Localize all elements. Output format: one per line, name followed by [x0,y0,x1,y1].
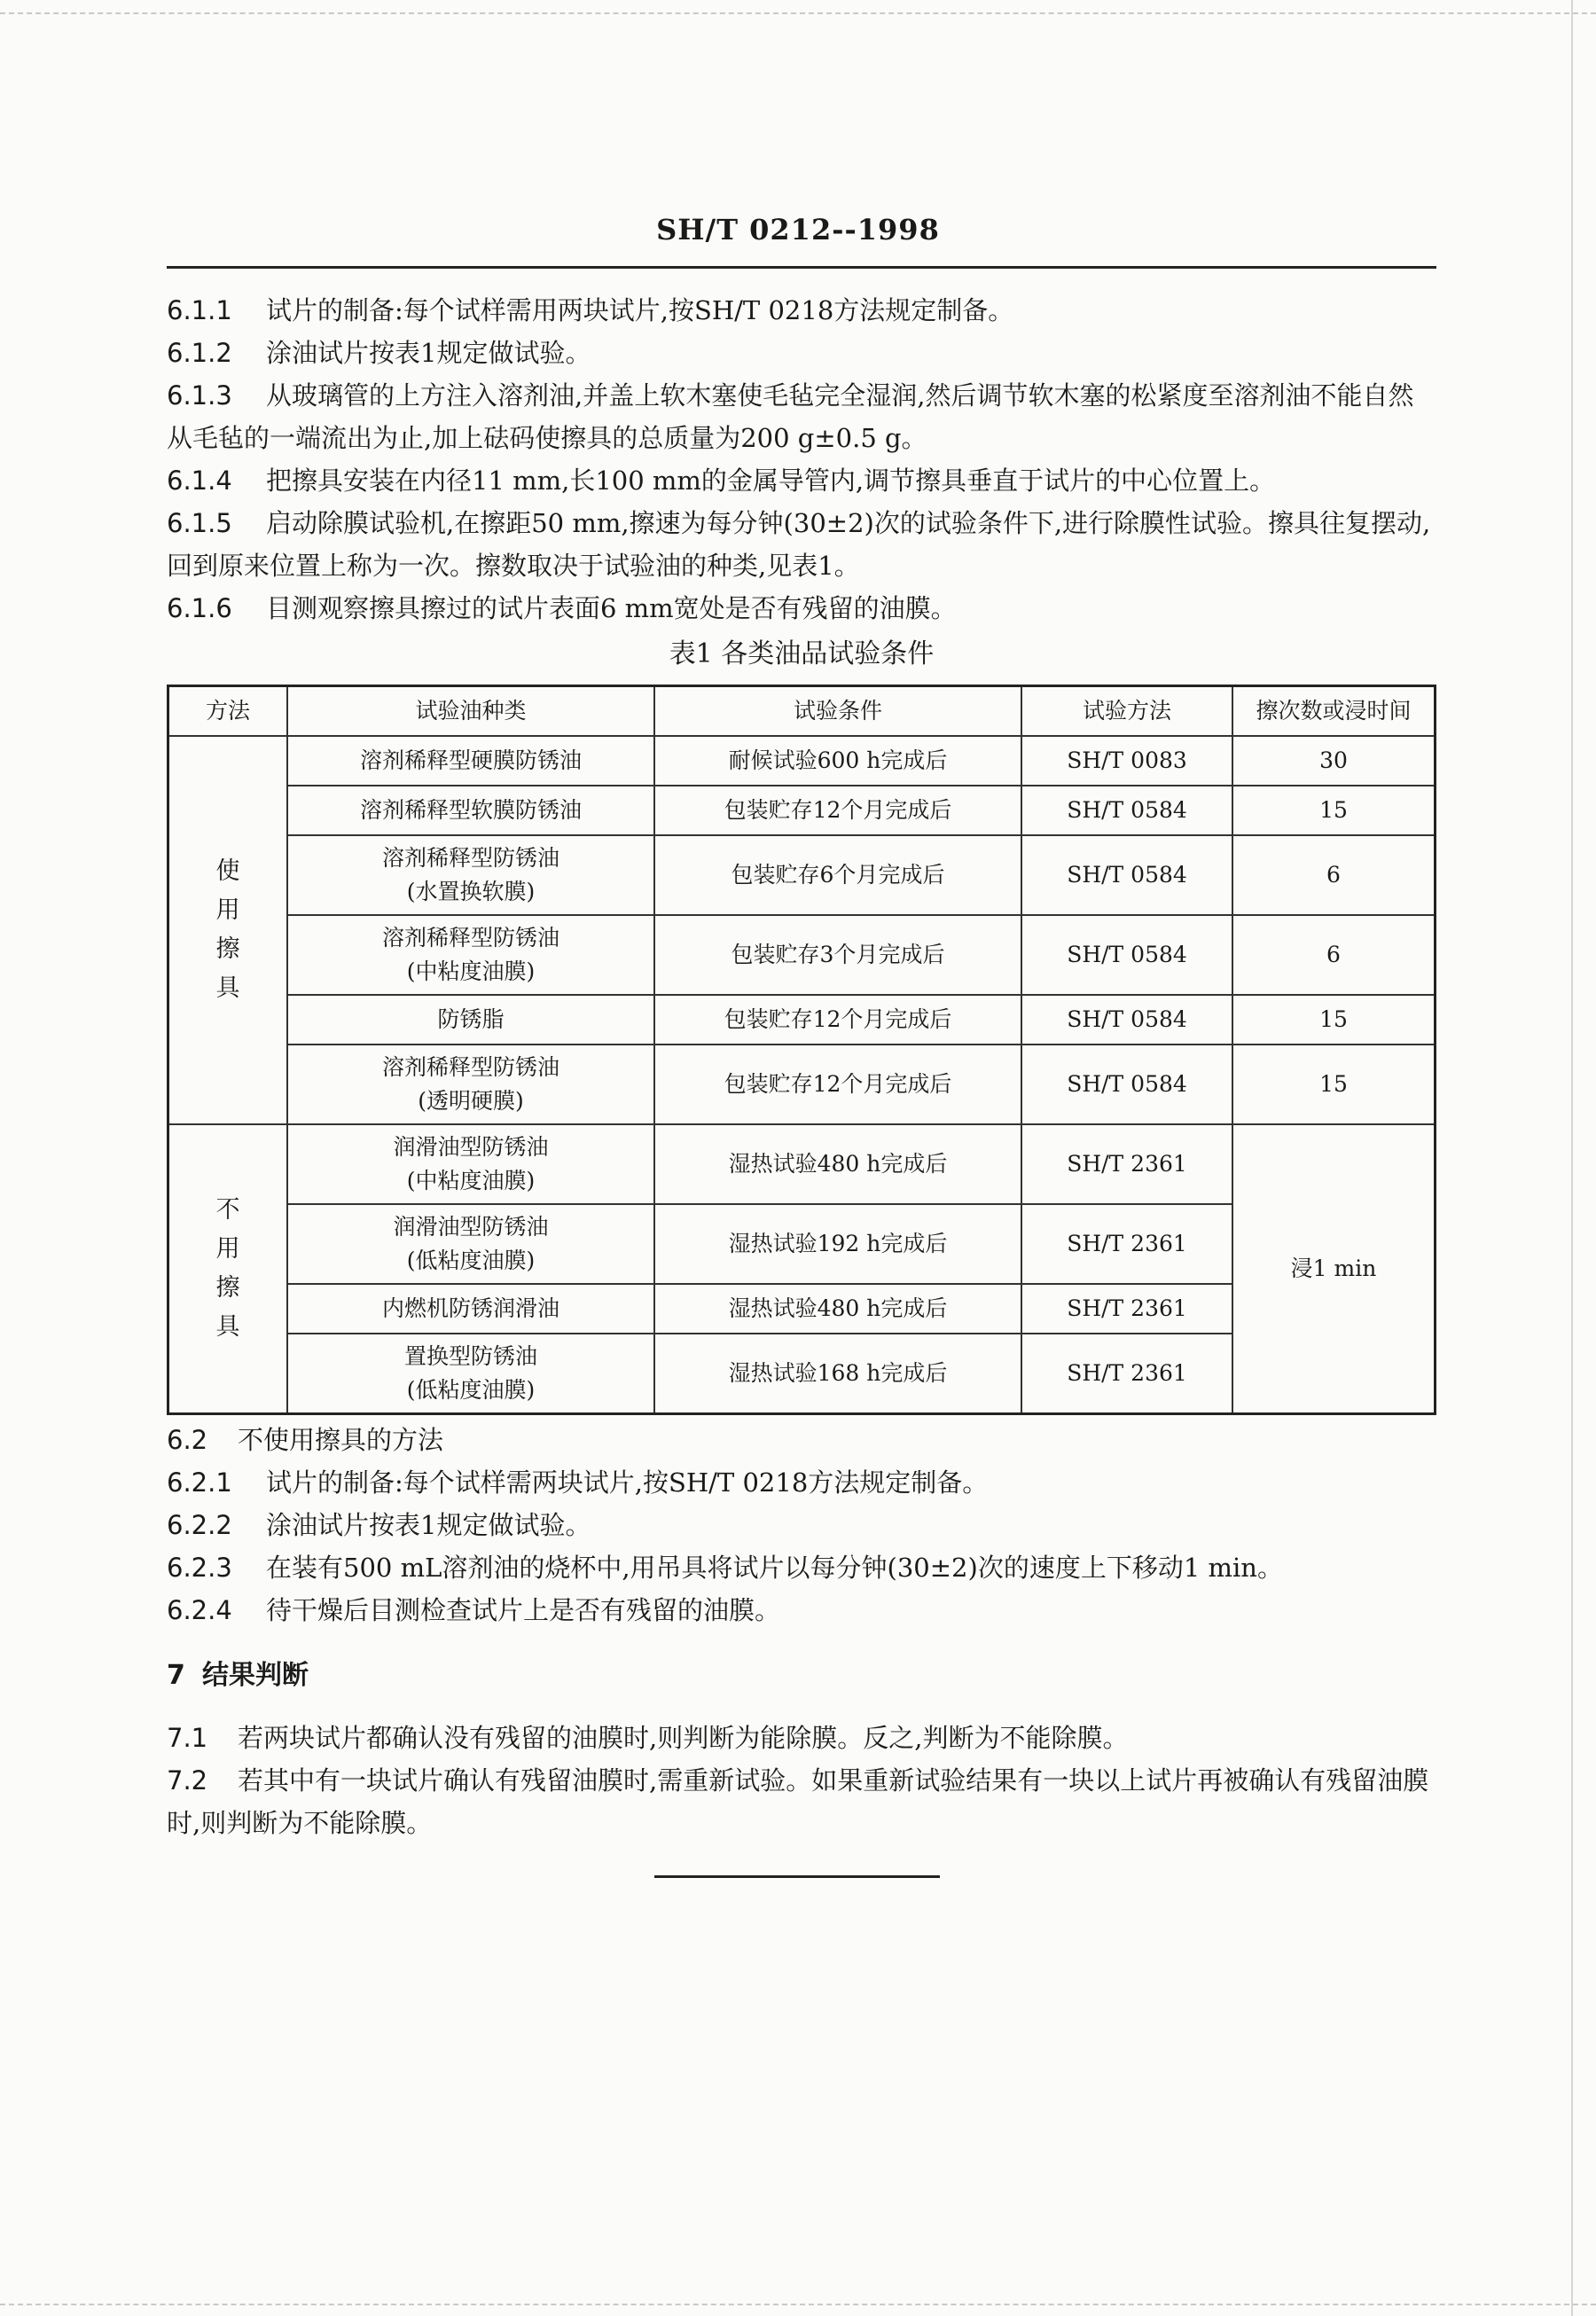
table-row [168,1124,1436,1204]
method-char: 不 [215,1196,240,1224]
scan-border-bottom [0,2304,1596,2305]
clause-text: 涂油试片按表1规定做试验。 [266,338,591,368]
header-rule [167,266,1436,269]
clause-text: 把擦具安装在内径11 mm,长100 mm的金属导管内,调节擦具垂直于试片的中心位置上。 [266,466,1276,496]
oil-type-cell [287,835,654,915]
end-rule [654,1875,940,1878]
condition-cell: 包装贮存6个月完成后 [654,835,1021,915]
clause-number: 6.2.3 [167,1553,232,1583]
oil-type-cell [287,736,654,786]
oil-type: 溶剂稀释型防锈油 [381,845,559,871]
clause-text: 试片的制备:每个试样需用两块试片,按SH/T 0218方法规定制备。 [266,295,1014,325]
clause-number: 6.2.2 [167,1510,232,1540]
clause-text: 若其中有一块试片确认有残留油膜时,需重新试验。如果重新试验结果有一块以上试片再被确认有残留油膜时,则判断为不能除膜。 [167,1765,1429,1838]
clause-7-2 [167,1759,1436,1844]
oil-type-cell [287,1124,654,1204]
clause-text: 若两块试片都确认没有残留的油膜时,则判断为能除膜。反之,判断为不能除膜。 [238,1723,1129,1753]
clause-number: 6.1.6 [167,593,232,623]
oil-type: 溶剂稀释型软膜防锈油 [359,797,582,823]
test-method-cell: SH/T 2361 [1021,1284,1232,1334]
oil-type-cell [287,1045,654,1124]
method-char: 用 [215,896,240,924]
clause-6-2-1 [167,1461,1436,1504]
col-header-times: 擦次数或浸时间 [1232,686,1436,737]
oil-type: 防锈脂 [437,1006,505,1032]
times-cell: 6 [1232,835,1436,915]
times-cell: 15 [1232,786,1436,835]
clause-number: 6.2.1 [167,1467,232,1498]
clause-6-2-3 [167,1546,1436,1589]
table-row [168,835,1436,915]
test-method-cell: SH/T 0584 [1021,786,1232,835]
condition-cell: 包装贮存12个月完成后 [654,995,1021,1045]
oil-type-cell [287,915,654,995]
clause-6-1-1 [167,289,1436,332]
clause-number: 6.1.2 [167,338,232,368]
oil-type: 溶剂稀释型防锈油 [381,925,559,951]
method-char: 擦 [215,1274,240,1302]
condition-cell: 湿热试验168 h完成后 [654,1334,1021,1414]
clause-6-2-2 [167,1504,1436,1546]
times-cell: 6 [1232,915,1436,995]
table-row [168,915,1436,995]
oil-type-note: (中粘度油膜) [406,958,536,984]
table-title: 表1 各类油品试验条件 [669,638,935,669]
condition-cell: 湿热试验480 h完成后 [654,1124,1021,1204]
condition-cell: 包装贮存12个月完成后 [654,786,1021,835]
oil-type-cell [287,1284,654,1334]
test-method-cell: SH/T 0584 [1021,835,1232,915]
oil-type: 内燃机防锈润滑油 [381,1295,559,1321]
times-cell: 15 [1232,1045,1436,1124]
method-char: 擦 [215,935,240,963]
test-method-cell: SH/T 0584 [1021,915,1232,995]
oil-type: 润滑油型防锈油 [393,1214,549,1240]
oil-type: 置换型防锈油 [403,1343,537,1369]
oil-type-cell [287,995,654,1045]
section-7-heading [167,1655,1436,1697]
oil-type: 润滑油型防锈油 [393,1134,549,1160]
condition-cell: 湿热试验480 h完成后 [654,1284,1021,1334]
oil-type-cell [287,786,654,835]
times-cell: 30 [1232,736,1436,786]
times-cell: 15 [1232,995,1436,1045]
clause-text: 涂油试片按表1规定做试验。 [266,1510,591,1540]
clause-number: 6.1.3 [167,380,232,411]
table-row [168,736,1436,786]
oil-type: 溶剂稀释型防锈油 [381,1054,559,1080]
clause-text: 在装有500 mL溶剂油的烧杯中,用吊具将试片以每分钟(30±2)次的速度上下移动1 min。 [266,1553,1283,1583]
col-header-condition: 试验条件 [654,686,1021,737]
col-header-method: 方法 [168,686,288,737]
scan-border-top [0,12,1596,14]
clause-6-2 [167,1419,1436,1461]
clause-number: 7.1 [167,1723,208,1753]
clause-text: 目测观察擦具擦过的试片表面6 mm宽处是否有残留的油膜。 [266,593,957,623]
test-method-cell: SH/T 0083 [1021,736,1232,786]
method-char: 具 [215,974,240,1002]
scan-edge-right [1571,0,1573,2316]
clause-text: 待干燥后目测检查试片上是否有残留的油膜。 [266,1595,781,1625]
test-method-cell: SH/T 0584 [1021,1045,1232,1124]
method-char: 用 [215,1235,240,1263]
method-char: 具 [215,1313,240,1341]
clause-6-1-6 [167,587,1436,630]
oil-type-note: (透明硬膜) [418,1088,524,1114]
oil-type: 溶剂稀释型硬膜防锈油 [359,747,582,773]
method-char: 使 [215,857,240,885]
oil-type-note: (低粘度油膜) [406,1248,536,1273]
condition-cell: 包装贮存3个月完成后 [654,915,1021,995]
col-header-test-method: 试验方法 [1021,686,1232,737]
oil-type-note: (低粘度油膜) [406,1377,536,1403]
times-cell-merged: 浸1 min [1232,1124,1436,1414]
clause-number: 6.1.1 [167,295,232,325]
test-method-cell: SH/T 2361 [1021,1124,1232,1204]
clause-number: 6.1.4 [167,466,232,496]
clause-number: 6.1.5 [167,508,232,538]
clause-6-1-5 [167,502,1436,587]
section-number: 7 [167,1660,185,1691]
condition-cell: 包装贮存12个月完成后 [654,1045,1021,1124]
clause-6-2-4 [167,1589,1436,1631]
clause-title: 不使用擦具的方法 [238,1425,444,1455]
clause-text: 试片的制备:每个试样需两块试片,按SH/T 0218方法规定制备。 [266,1467,989,1498]
method-cell-with-wiper [168,736,288,1124]
method-cell-without-wiper [168,1124,288,1414]
clause-text: 从玻璃管的上方注入溶剂油,并盖上软木塞使毛毡完全湿润,然后调节软木塞的松紧度至溶剂油不能自然从毛毡的一端流出为止,加上砝码使擦具的总质量为200 g±0.5 g。 [167,380,1414,453]
test-conditions-table [167,685,1436,1415]
col-header-oil-type: 试验油种类 [287,686,654,737]
table-row [168,786,1436,835]
clause-6-1-4 [167,459,1436,502]
clause-number: 6.2 [167,1425,208,1455]
table-row [168,1045,1436,1124]
clause-text: 启动除膜试验机,在擦距50 mm,擦速为每分钟(30±2)次的试验条件下,进行除膜性试验。擦具往复摆动,回到原来位置上称为一次。擦数取决于试验油的种类,见表1。 [167,508,1431,581]
clause-number: 6.2.4 [167,1595,232,1625]
test-method-cell: SH/T 0584 [1021,995,1232,1045]
test-method-cell: SH/T 2361 [1021,1334,1232,1414]
page-header-code: SH/T 0212--1998 [656,213,940,246]
table-header-row [168,686,1436,737]
test-method-cell: SH/T 2361 [1021,1204,1232,1284]
oil-type-cell [287,1334,654,1414]
condition-cell: 湿热试验192 h完成后 [654,1204,1021,1284]
oil-type-note: (水置换软膜) [406,879,536,904]
table-row [168,995,1436,1045]
clause-number: 7.2 [167,1765,208,1796]
clause-7-1 [167,1717,1436,1759]
oil-type-cell [287,1204,654,1284]
clause-6-1-2 [167,332,1436,374]
oil-type-note: (中粘度油膜) [406,1168,536,1193]
condition-cell: 耐候试验600 h完成后 [654,736,1021,786]
clause-6-1-3 [167,374,1436,459]
document-body [167,289,1436,1844]
section-title: 结果判断 [202,1660,309,1691]
